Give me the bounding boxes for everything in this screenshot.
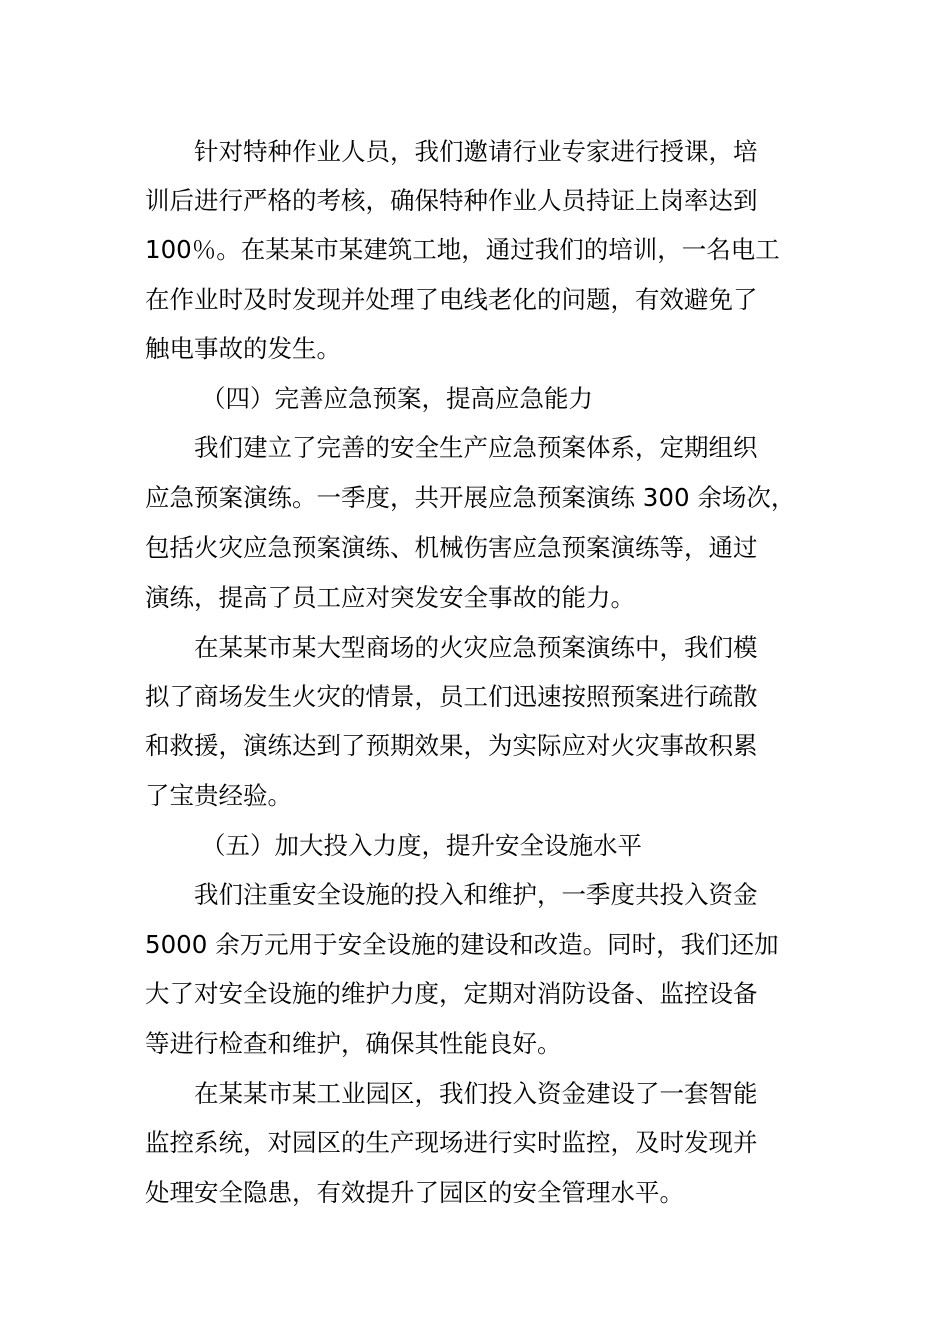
paragraph-line: 监控系统，对园区的生产现场进行实时监控，及时发现并 bbox=[145, 1128, 758, 1157]
paragraph-line: 了宝贵经验。 bbox=[145, 781, 292, 810]
section-heading-4: （四）完善应急预案，提高应急能力 bbox=[201, 384, 593, 413]
paragraph-line: 演练，提高了员工应对突发安全事故的能力。 bbox=[145, 583, 635, 612]
paragraph-line: 拟了商场发生火灾的情景，员工们迅速按照预案进行疏散 bbox=[145, 682, 758, 711]
paragraph-line: 大了对安全设施的维护力度，定期对消防设备、监控设备 bbox=[145, 979, 758, 1008]
paragraph-line: 在某某市某大型商场的火灾应急预案演练中，我们模 bbox=[194, 633, 758, 662]
paragraph-line: 在某某市某工业园区，我们投入资金建设了一套智能 bbox=[194, 1079, 758, 1108]
paragraph-line: 训后进行严格的考核，确保特种作业人员持证上岗率达到 bbox=[145, 186, 758, 215]
paragraph-line: 等进行检查和维护，确保其性能良好。 bbox=[145, 1029, 562, 1058]
paragraph-line: 针对特种作业人员，我们邀请行业专家进行授课，培 bbox=[194, 137, 758, 166]
paragraph-line: 100％。在某某市某建筑工地，通过我们的培训，一名电工 bbox=[145, 235, 780, 264]
paragraph-line: 我们建立了完善的安全生产应急预案体系，定期组织 bbox=[194, 433, 758, 462]
paragraph-line: 处理安全隐患，有效提升了园区的安全管理水平。 bbox=[145, 1178, 684, 1207]
paragraph-line: 在作业时及时发现并处理了电线老化的问题，有效避免了 bbox=[145, 285, 758, 314]
paragraph-line: 触电事故的发生。 bbox=[145, 334, 341, 363]
paragraph-line: 5000 余万元用于安全设施的建设和改造。同时，我们还加 bbox=[145, 930, 779, 959]
section-heading-5: （五）加大投入力度，提升安全设施水平 bbox=[201, 831, 642, 860]
paragraph-line: 包括火灾应急预案演练、机械伤害应急预案演练等，通过 bbox=[145, 533, 758, 562]
paragraph-line: 我们注重安全设施的投入和维护，一季度共投入资金 bbox=[194, 880, 758, 909]
paragraph-line: 和救援，演练达到了预期效果，为实际应对火灾事故积累 bbox=[145, 731, 758, 760]
paragraph-line: 应急预案演练。一季度，共开展应急预案演练 300 余场次， bbox=[145, 483, 796, 512]
